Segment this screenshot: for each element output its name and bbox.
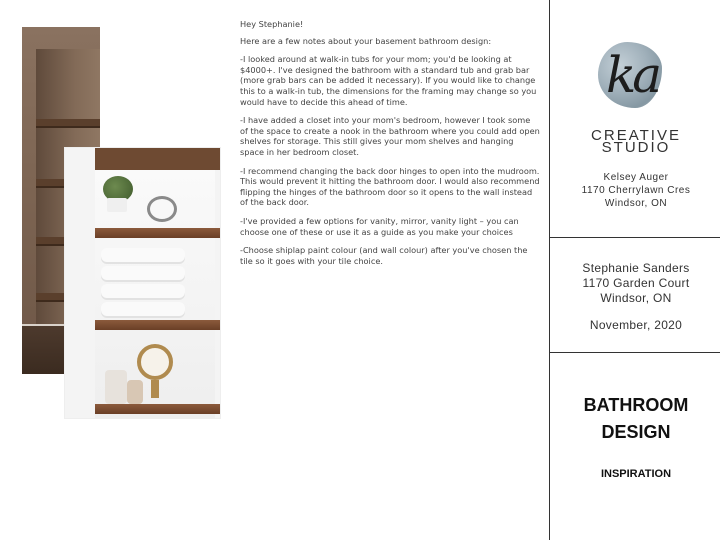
glass-jar (127, 380, 143, 404)
designer-name: Kelsey Auger (603, 172, 669, 183)
letter-note: -I've provided a few options for vanity, mirror, vanity light – you can choose one of these or use it as a guide as you make your choices (240, 215, 519, 237)
client-street: 1170 Garden Court (582, 276, 690, 290)
letter-greeting: Hey Stephanie! (240, 19, 304, 29)
brand-name-line2: STUDIO (601, 139, 671, 156)
logo-monogram: ka (606, 46, 659, 104)
plant-pot (107, 198, 127, 212)
design-notes-letter (240, 19, 540, 274)
letter-intro: Here are a few notes about your basement bathroom design: (240, 35, 492, 46)
designer-street: 1170 Cherrylawn Cres (581, 185, 691, 196)
wood-shelf (95, 228, 220, 238)
document-title-line2: DESIGN (601, 422, 671, 442)
document-date: November, 2020 (589, 318, 683, 332)
designer-city: Windsor, ON (604, 198, 668, 209)
client-city: Windsor, ON (600, 291, 672, 305)
brand-name-line1: CREATIVE (591, 127, 681, 144)
document-subtitle: INSPIRATION (600, 468, 672, 480)
brand-logo (596, 42, 670, 114)
letter-note: -I recommend changing the back door hinges to open into the mudroom. This would prevent it hitting the bathroom door. I would also recommend flipping the hinges of the bathroom door so it opens to the wall instead of the back door. (240, 165, 540, 208)
wood-shelf (95, 320, 220, 330)
clock-icon (137, 344, 173, 380)
letter-note: -Choose shiplap paint colour (and wall colour) after you've chosen the tile so it goes with your tile choice. (240, 245, 528, 266)
towel (101, 266, 185, 282)
inspiration-photo-towel-shelves (65, 148, 220, 418)
panel-divider-vertical (549, 0, 550, 540)
letter-note: -I have added a closet into your mom's bedroom, however I took some of the space to create a nook in the bathroom where you could add open shelves for storage. This still gives your mom shelves and hanging space in her bedroom closet. (240, 115, 540, 157)
client-name: Stephanie Sanders (582, 261, 690, 275)
towel (101, 248, 185, 264)
glass-jar (105, 370, 127, 404)
towel (101, 284, 185, 300)
letter-note: -I looked around at walk-in tubs for your mom; you'd be looking at $4000+. I've designed the bathroom with a standard tub and grab bar (more grab bars can be added it necessary). If you would like to change this to a walk-in tub, the dimensions for the framing may change so you would have to decide this ahead of time. (240, 54, 537, 107)
clock-stand (151, 380, 159, 398)
wood-shelf (36, 119, 100, 126)
decor-orb (147, 196, 177, 222)
document-title-line1: BATHROOM (583, 395, 689, 415)
towel (101, 302, 185, 318)
panel-divider (549, 352, 720, 353)
panel-divider (549, 237, 720, 238)
top-shelf (95, 148, 220, 170)
wood-shelf (95, 404, 220, 414)
